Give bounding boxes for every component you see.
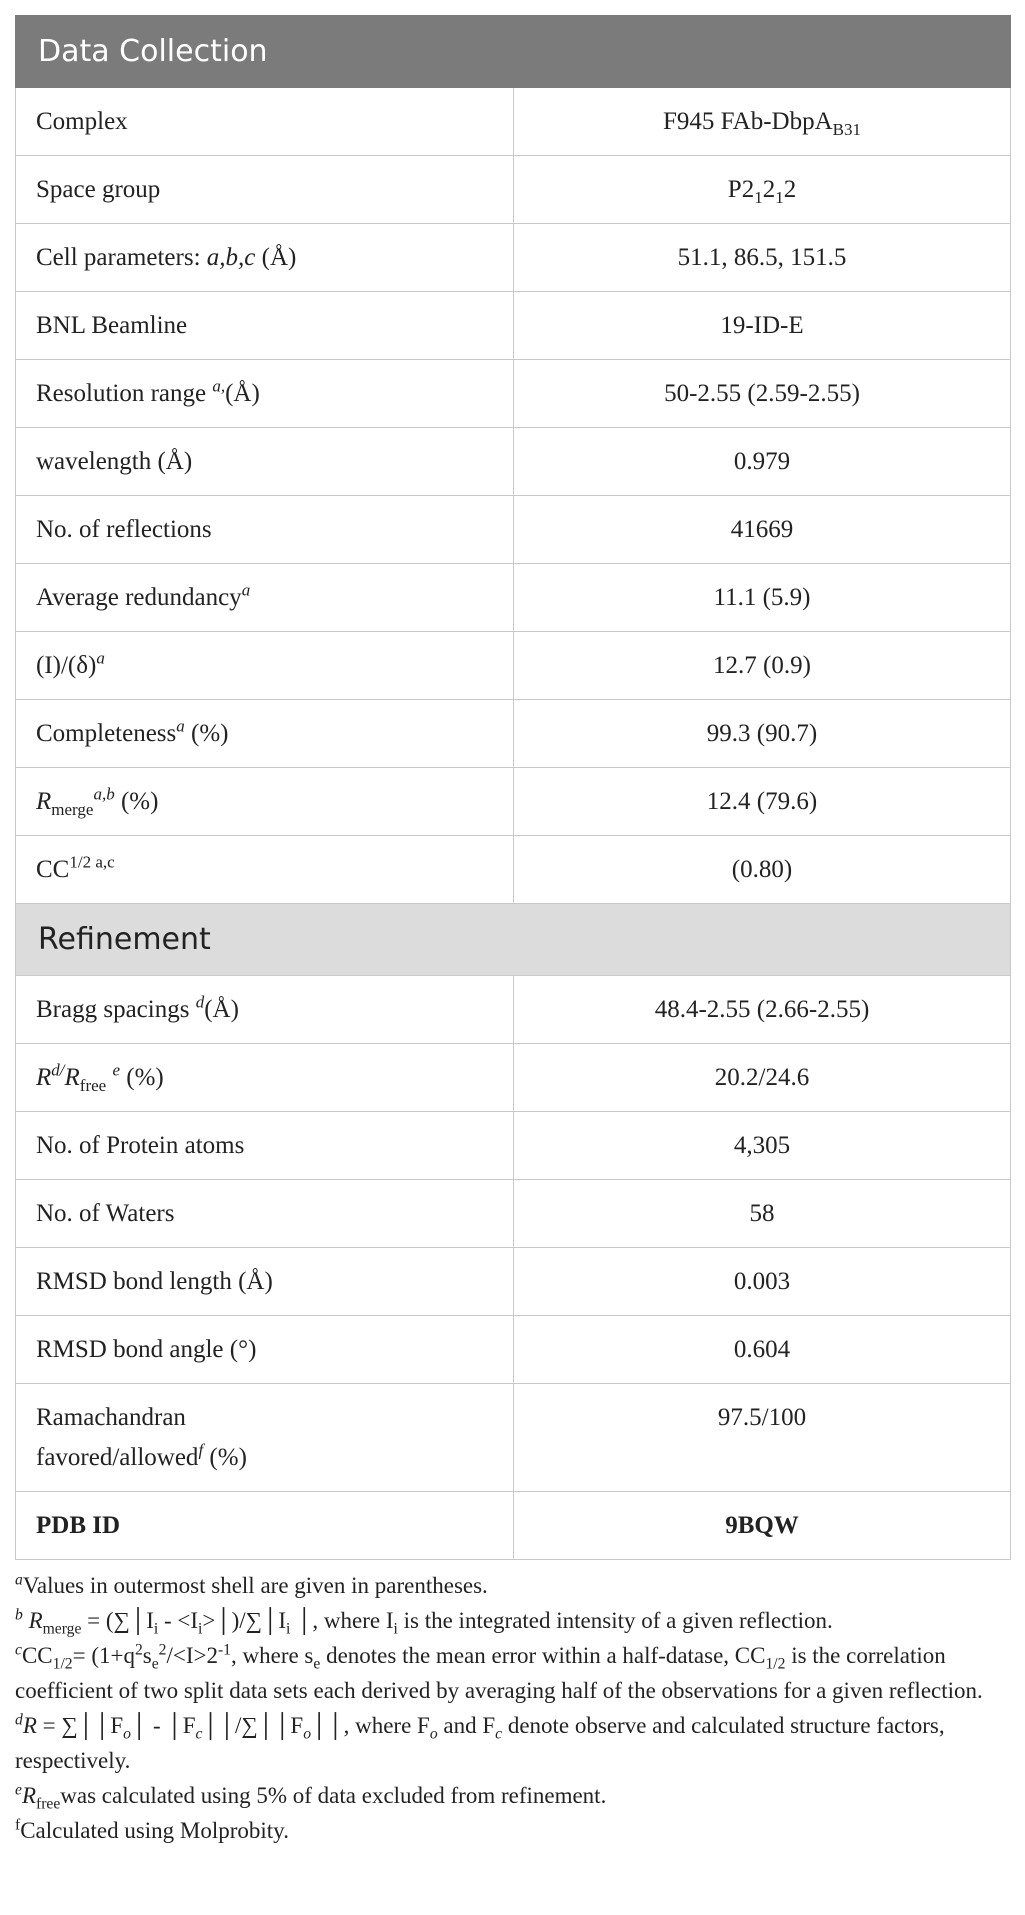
table-row	[16, 496, 1011, 564]
table-row	[16, 1248, 1011, 1316]
row-label: RMSD bond length (Å)	[16, 1248, 514, 1316]
row-label: BNL Beamline	[16, 292, 514, 360]
row-label: No. of Waters	[16, 1180, 514, 1248]
row-value: 48.4-2.55 (2.66-2.55)	[514, 976, 1011, 1044]
row-value: 0.604	[514, 1316, 1011, 1384]
row-value: F945 FAb-DbpA$_{B31}$	[514, 88, 1011, 156]
row-value: 12.4 (79.6)	[514, 768, 1011, 836]
row-value: 99.3 (90.7)	[514, 700, 1011, 768]
row-value: 12.7 (0.9)	[514, 632, 1011, 700]
row-value: 19-ID-E	[514, 292, 1011, 360]
footnote-d: $^dR = \sum││F_o│$ - $│F_c││/\sum││F_o││$, where $F_o$ and $F_c$ denote observe and calculated structure factors, respectively.	[15, 1711, 945, 1773]
crystallography-table	[15, 15, 1011, 1560]
row-label: $R_{merge}^{a,b}$ (%)	[16, 768, 514, 836]
table-row	[16, 1316, 1011, 1384]
footnote-c: $^cCC_{1/2}= (1+q^2s_e^2/<I>2^{-1}$, where $s_e$ denotes the mean error within a half-datase, $CC_{1/2}$ is the correlation coefficient of two split data sets each derived by averaging half of the observations for a given reflection.	[15, 1641, 983, 1703]
section-title: Data Collection	[16, 16, 1011, 88]
row-label: Space group	[16, 156, 514, 224]
row-value: 51.1, 86.5, 151.5	[514, 224, 1011, 292]
table-row	[16, 360, 1011, 428]
row-value: 97.5/100	[514, 1384, 1011, 1492]
footnotes	[15, 1568, 1010, 1848]
table-row	[16, 632, 1011, 700]
row-label: wavelength (Å)	[16, 428, 514, 496]
table-row	[16, 224, 1011, 292]
row-label: No. of Protein atoms	[16, 1112, 514, 1180]
table-row	[16, 700, 1011, 768]
table-row	[16, 292, 1011, 360]
table-row	[16, 1044, 1011, 1112]
row-value: $P2_12_12$	[514, 156, 1011, 224]
table-page	[15, 15, 1010, 1848]
footnote-e: $^eR_{free}was$ calculated using 5% of data excluded from refinement.	[15, 1781, 607, 1813]
row-value: 0.979	[514, 428, 1011, 496]
row-value: 11.1 (5.9)	[514, 564, 1011, 632]
table-row	[16, 564, 1011, 632]
row-label: $(I)/(\delta)^a$	[16, 632, 514, 700]
table-row	[16, 1112, 1011, 1180]
row-label: Resolution range $^{a,}$(Å)	[16, 360, 514, 428]
row-value: 4,305	[514, 1112, 1011, 1180]
row-label: $CC^{1/2 a,c}$	[16, 836, 514, 904]
row-value: 58	[514, 1180, 1011, 1248]
row-value: 20.2/24.6	[514, 1044, 1011, 1112]
row-value: 41669	[514, 496, 1011, 564]
table-row	[16, 1492, 1011, 1560]
section-header-data-collection	[16, 16, 1011, 88]
row-value: 0.003	[514, 1248, 1011, 1316]
table-row	[16, 88, 1011, 156]
section-title: Refinement	[16, 904, 1011, 976]
row-label: $R^{d/}R_{free}$ $^e$ (%)	[16, 1044, 514, 1112]
row-label: RMSD bond angle (°)	[16, 1316, 514, 1384]
row-value: 9BQW	[514, 1492, 1011, 1560]
row-label: Ramachandran favored/allowed$^f$ (%)	[16, 1384, 514, 1492]
table-row	[16, 836, 1011, 904]
table-row	[16, 976, 1011, 1044]
row-value: 50-2.55 (2.59-2.55)	[514, 360, 1011, 428]
table-row	[16, 428, 1011, 496]
table-row	[16, 1384, 1011, 1492]
row-value: (0.80)	[514, 836, 1011, 904]
row-label: Completeness$^a$ (%)	[16, 700, 514, 768]
table-row	[16, 1180, 1011, 1248]
section-header-refinement	[16, 904, 1011, 976]
row-label: Complex	[16, 88, 514, 156]
table-row	[16, 768, 1011, 836]
footnote-b: $^b$ $R_{merge}$ = ($\sum│I_i$ - $<I_i>│)/\sum│I_i$ │, where $I_i$ is the integrated intensity of a given reflection.	[15, 1606, 833, 1638]
row-label: Bragg spacings $^d$(Å)	[16, 976, 514, 1044]
footnote-f: $^f$Calculated using Molprobity.	[15, 1816, 289, 1843]
row-label: Average redundancy$^a$	[16, 564, 514, 632]
table-row	[16, 156, 1011, 224]
row-label: PDB ID	[16, 1492, 514, 1560]
row-label: No. of reflections	[16, 496, 514, 564]
footnote-a: $^a$Values in outermost shell are given in parentheses.	[15, 1571, 488, 1598]
row-label: Cell parameters: a,b,c (Å)	[16, 224, 514, 292]
